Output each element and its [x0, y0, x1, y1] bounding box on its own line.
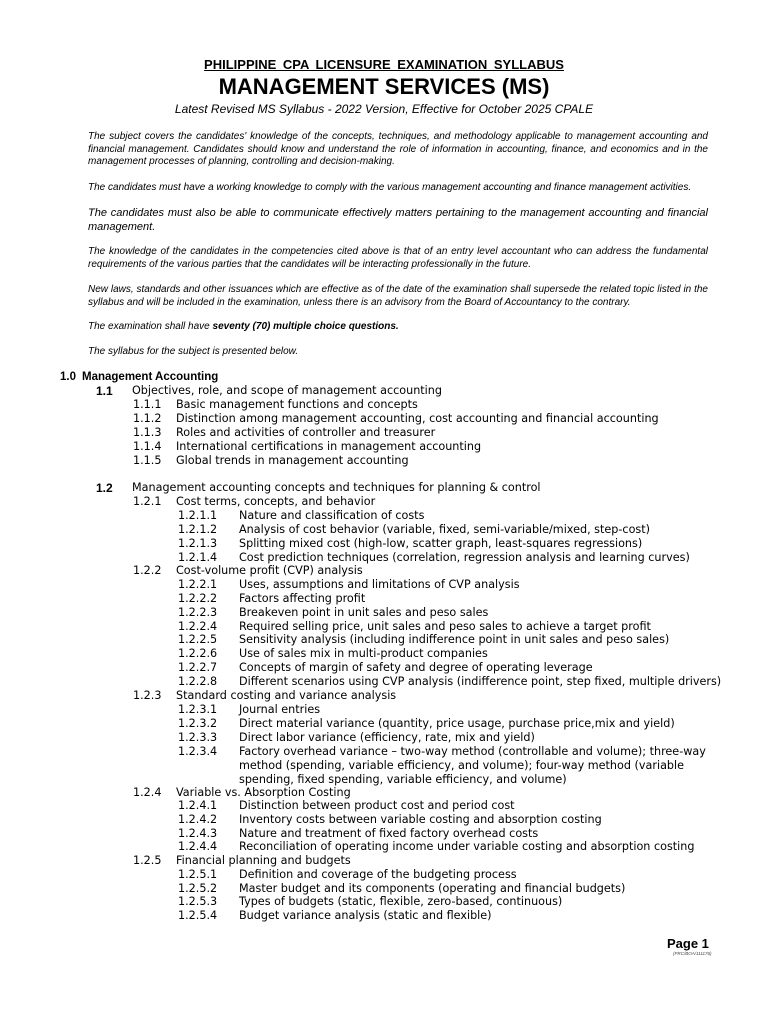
outline-text: Objectives, role, and scope of management accounting: [132, 384, 442, 397]
subject-title: MANAGEMENT SERVICES (MS): [218, 74, 550, 99]
outline-number: 1.2.5.1: [178, 868, 218, 881]
outline-number: 1.2: [96, 481, 113, 495]
outline-number: 1.2.1.2: [178, 523, 218, 536]
outline-text: Basic management functions and concepts: [176, 398, 418, 411]
outline-number: 1.1.4: [133, 440, 162, 453]
outline-text: Master budget and its components (operating and financial budgets): [239, 882, 626, 895]
outline-number: 1.2.1.3: [178, 537, 218, 550]
outline-text: Cost prediction techniques (correlation, regression analysis and learning curves): [239, 551, 690, 564]
outline-number: 1.2.1.4: [178, 551, 218, 564]
intro-paragraph-working-knowledge: The candidates must have a working knowledge to comply with the various management accounting and finance management activities.: [88, 182, 692, 193]
intro-paragraph-exam-format: [88, 321, 708, 334]
outline-text: Different scenarios using CVP analysis (indifference point, step fixed, multiple drivers): [239, 675, 722, 688]
document-code: (PRC/BOA/111176): [673, 951, 712, 956]
outline-number: 1.2.2.4: [178, 620, 218, 633]
outline-number: 1.1.1: [133, 398, 162, 411]
outline-number: 1.1.3: [133, 426, 162, 439]
outline-number: 1.2.2.6: [178, 647, 218, 660]
outline-number: 1.2.5.3: [178, 895, 218, 908]
outline-number: 1.2.2.3: [178, 606, 218, 619]
outline-number: 1.2.5: [133, 854, 162, 867]
outline-text: Nature and classification of costs: [239, 509, 425, 522]
outline-text: Reconciliation of operating income under variable costing and absorption costing: [239, 840, 695, 853]
version-line: Latest Revised MS Syllabus - 2022 Version, Effective for October 2025 CPALE: [174, 102, 594, 116]
outline-text: Factory overhead variance – two-way method (controllable and volume); three-way method (spending, variable efficiency, and volume); four-way method (variable spending, fixed spending, variable efficiency, and volume): [239, 745, 706, 786]
outline-number: 1.2.4.3: [178, 827, 218, 840]
outline-number: 1.2.3.3: [178, 731, 218, 744]
intro-paragraph-new-laws: New laws, standards and other issuances which are effective as of the date of the examination shall supersede the related topic listed in the syllabus and will be included in the examination, unless there is an advisory from the Board of Accountancy to the contrary.: [88, 284, 708, 308]
outline-text: Concepts of margin of safety and degree of operating leverage: [239, 661, 593, 674]
outline-text: Management accounting concepts and techniques for planning & control: [132, 481, 541, 494]
outline-text: Direct material variance (quantity, price usage, purchase price,mix and yield): [239, 717, 675, 730]
outline-text: Variable vs. Absorption Costing: [176, 786, 351, 799]
outline-number: 1.2.2.1: [178, 578, 218, 591]
exam-format-prefix: The examination shall have: [88, 321, 213, 332]
outline-number: 1.2.2.5: [178, 633, 218, 646]
outline-text: Management Accounting: [82, 371, 219, 383]
outline-text: Roles and activities of controller and treasurer: [176, 426, 436, 439]
outline-number: 1.2.4.4: [178, 840, 218, 853]
outline-number: 1.2.3.2: [178, 717, 218, 730]
outline-number: 1.0: [60, 371, 76, 383]
outline-text: Sensitivity analysis (including indifference point in unit sales and peso sales): [239, 633, 670, 646]
outline-text: Budget variance analysis (static and flexible): [239, 909, 492, 922]
outline-text: Journal entries: [239, 703, 321, 716]
outline-text: Required selling price, unit sales and peso sales to achieve a target profit: [239, 620, 651, 633]
outline-number: 1.2.5.2: [178, 882, 218, 895]
exam-format-count: seventy (70) multiple choice questions.: [212, 321, 399, 332]
outline-number: 1.2.3.4: [178, 745, 218, 758]
intro-paragraph-presented: The syllabus for the subject is presented below.: [88, 346, 299, 357]
outline-text: Breakeven point in unit sales and peso sales: [239, 606, 489, 619]
intro-paragraph-scope: The subject covers the candidates' knowledge of the concepts, techniques, and methodology applicable to management accounting and financial management. Candidates should know and understand the role of information in accounting, finance, and economics and in the management processes of planning, controlling and decision-making.: [88, 131, 708, 167]
outline-text: Cost terms, concepts, and behavior: [176, 495, 376, 508]
outline-number: 1.2.2.7: [178, 661, 218, 674]
outline-number: 1.2.3: [133, 689, 162, 702]
outline-text: Global trends in management accounting: [176, 454, 409, 467]
outline-number: 1.2.4: [133, 786, 162, 799]
outline-number: 1.2.2: [133, 564, 162, 577]
outline-number: 1.2.5.4: [178, 909, 218, 922]
outline-text: Direct labor variance (efficiency, rate, mix and yield): [239, 731, 535, 744]
outline-number: 1.2.1: [133, 495, 162, 508]
outline-number: 1.2.1.1: [178, 509, 218, 522]
outline-text: Financial planning and budgets: [176, 854, 351, 867]
outline-text: Definition and coverage of the budgeting process: [239, 868, 517, 881]
page-number: Page 1: [667, 936, 709, 951]
outline-text: Cost-volume profit (CVP) analysis: [176, 564, 363, 577]
outline-text: Distinction among management accounting, cost accounting and financial accounting: [176, 412, 659, 425]
outline-number: 1.2.2.2: [178, 592, 218, 605]
intro-paragraph-communication: The candidates must also be able to communicate effectively matters pertaining to the management accounting and financial management.: [88, 207, 708, 233]
intro-paragraph-entry-level: The knowledge of the candidates in the competencies cited above is that of an entry level accountant who can address the fundamental requirements of the various parties that the candidates will be interacting professionally in the future.: [88, 246, 708, 270]
outline-text: Splitting mixed cost (high-low, scatter graph, least-squares regressions): [239, 537, 643, 550]
outline-number: 1.2.4.1: [178, 799, 218, 812]
outline-number: 1.2.2.8: [178, 675, 218, 688]
exam-title: PHILIPPINE CPA LICENSURE EXAMINATION SYLLABUS: [204, 57, 564, 72]
outline-text: Distinction between product cost and period cost: [239, 799, 515, 812]
outline-text: International certifications in management accounting: [176, 440, 482, 453]
outline-number: 1.1.5: [133, 454, 162, 467]
outline-text: Standard costing and variance analysis: [176, 689, 397, 702]
outline-text: Nature and treatment of fixed factory overhead costs: [239, 827, 539, 840]
outline-number: 1.1.2: [133, 412, 162, 425]
outline-number: 1.2.4.2: [178, 813, 218, 826]
outline-text: Types of budgets (static, flexible, zero-based, continuous): [239, 895, 563, 908]
outline-text: Factors affecting profit: [239, 592, 366, 605]
outline-number: 1.1: [96, 384, 113, 398]
outline-text: Analysis of cost behavior (variable, fixed, semi-variable/mixed, step-cost): [239, 523, 650, 536]
outline-text: Inventory costs between variable costing and absorption costing: [239, 813, 602, 826]
outline-text: Uses, assumptions and limitations of CVP analysis: [239, 578, 520, 591]
outline-text: Use of sales mix in multi-product companies: [239, 647, 488, 660]
outline-number: 1.2.3.1: [178, 703, 218, 716]
